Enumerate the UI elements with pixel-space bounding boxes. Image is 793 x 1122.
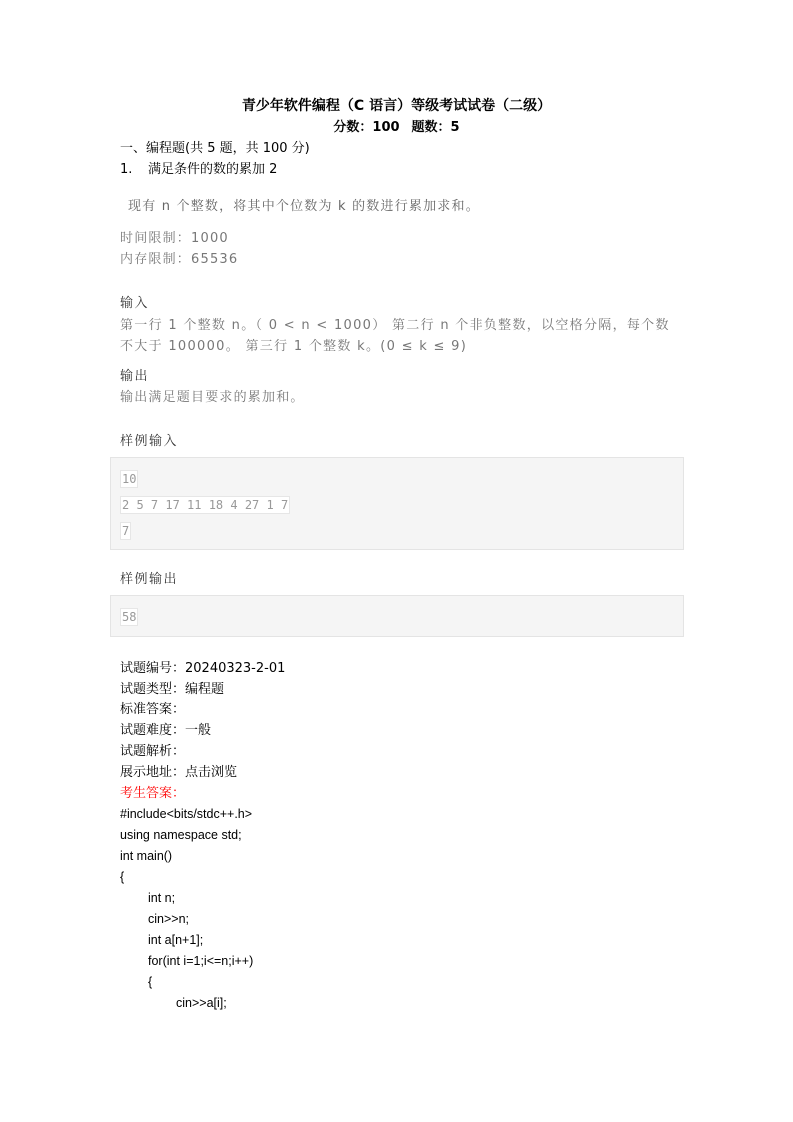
sample-output-heading: 样例输出 [120, 572, 179, 587]
question-title: 满足条件的数的累加 2 [148, 162, 278, 177]
question-type: 试题类型：编程题 [120, 682, 225, 697]
page-title: 青少年软件编程（C 语言）等级考试试卷（二级） [241, 98, 552, 114]
student-answer-label: 考生答案： [120, 786, 186, 801]
sample-input-box [110, 457, 684, 550]
total-score: 分数：100 [333, 120, 400, 135]
question-title-row [120, 160, 277, 180]
code-line: using namespace std; [120, 828, 242, 842]
code-line: cin>>n; [148, 912, 190, 926]
code-line: for(int i=1;i<=n;i++) [148, 954, 254, 968]
sample-input-line: 10 [122, 472, 137, 486]
question-count: 题数：5 [411, 120, 460, 135]
time-limit: 时间限制：1000 [120, 231, 229, 246]
code-line: int main() [120, 849, 173, 863]
sample-input-heading: 样例输入 [120, 434, 179, 449]
question-id: 试题编号：20240323-2-01 [120, 661, 286, 676]
score-summary [0, 118, 793, 138]
code-line: #include<bits/stdc++.h> [120, 807, 253, 821]
standard-answer: 标准答案： [120, 702, 186, 717]
code-line: int a[n+1]; [148, 933, 204, 947]
question-number: 1. [120, 162, 133, 177]
input-description: 第一行 1 个整数 n。（ 0 < n < 1000） 第二行 n 个非负整数，以空格分隔，每个数不大于 100000。 第三行 1 个整数 k。(0 ≤ k ≤ 9) [120, 318, 670, 354]
sample-input-line: 7 [122, 524, 130, 538]
output-heading: 输出 [120, 369, 150, 384]
problem-statement: 现有 n 个整数，将其中个位数为 k 的数进行累加求和。 [128, 199, 480, 214]
sample-output-box [110, 595, 684, 637]
question-difficulty: 试题难度：一般 [120, 723, 212, 738]
output-description: 输出满足题目要求的累加和。 [120, 390, 305, 405]
sample-output-line: 58 [122, 610, 137, 624]
code-line: cin>>a[i]; [176, 996, 227, 1010]
display-link-row[interactable]: 展示地址：点击浏览 [120, 765, 238, 780]
code-line: int n; [148, 891, 176, 905]
code-line: { [148, 975, 153, 989]
sample-input-line: 2 5 7 17 11 18 4 27 1 7 [122, 498, 289, 512]
code-line: { [120, 870, 125, 884]
section-heading: 一、编程题(共 5 题，共 100 分) [120, 141, 310, 156]
input-heading: 输入 [120, 296, 150, 311]
memory-limit: 内存限制：65536 [120, 252, 239, 267]
question-analysis: 试题解析： [120, 744, 186, 759]
